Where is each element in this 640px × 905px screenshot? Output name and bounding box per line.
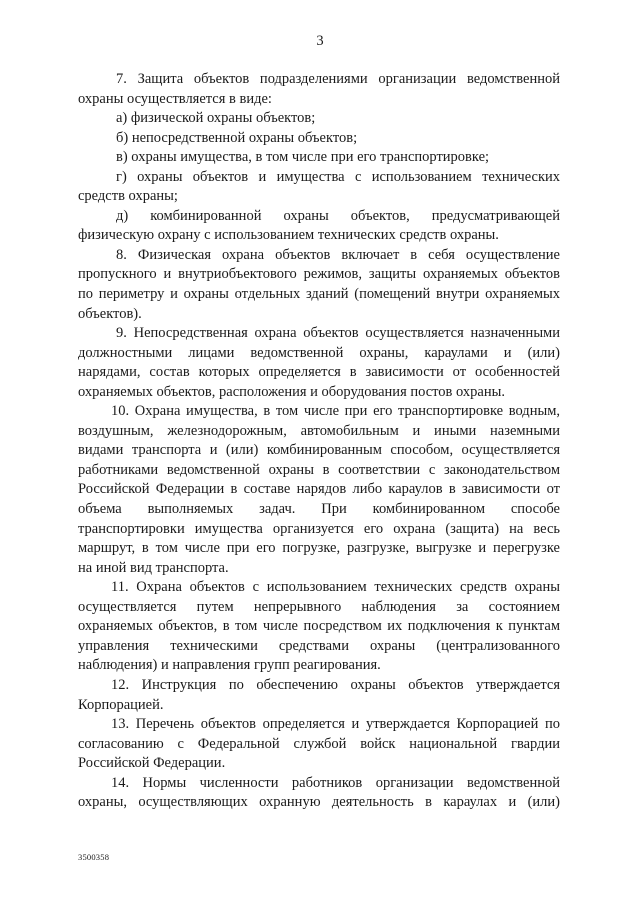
text-line: согласованию с Федеральной службой войск национальной гвардии: [78, 735, 560, 752]
text-line: на иной вид транспорта.: [78, 559, 229, 576]
text-line: средств охраны;: [78, 188, 178, 205]
text-line: а) физической охраны объектов;: [116, 110, 316, 127]
text-line: управления техническими средствами охраны (централизованного: [78, 637, 560, 654]
text-line: по периметру и охраны отдельных зданий (помещений внутри охраняемых: [78, 286, 560, 303]
text-line: Российской Федерации в составе нарядов либо караулов в зависимости от: [78, 481, 560, 498]
text-line: маршрут, в том числе при его погрузке, разгрузке, выгрузке и перегрузке: [78, 540, 560, 557]
text-line: 14. Нормы численности работников организации ведомственной: [111, 774, 560, 791]
text-line: 10. Охрана имущества, в том числе при его транспортировке водным,: [111, 403, 560, 420]
text-line: наблюдения) и направления групп реагирования.: [78, 657, 381, 674]
text-line: работниками ведомственной охраны в соответствии с законодательством: [78, 461, 560, 478]
page-number: 3: [316, 33, 324, 49]
text-line: 13. Перечень объектов определяется и утверждается Корпорацией по: [111, 716, 560, 733]
text-line: 7. Защита объектов подразделениями организации ведомственной: [116, 71, 560, 87]
text-line: д) комбинированной охраны объектов, предусматривающей: [116, 207, 560, 224]
text-line: г) охраны объектов и имущества с использованием технических: [116, 168, 560, 185]
text-line: нарядами, состав которых определяется в зависимости от особенностей: [78, 364, 560, 381]
text-line: воздушным, железнодорожным, автомобильным и иными наземными: [78, 422, 560, 439]
text-line: 12. Инструкция по обеспечению охраны объектов утверждается: [111, 676, 560, 693]
text-line: видами транспорта и (или) комбинированным способом, осуществляется: [78, 442, 560, 459]
text-line: охраняемых объектов, в том числе посредством их подключения к пунктам: [78, 618, 560, 635]
text-line: 11. Охрана объектов с использованием технических средств охраны: [111, 579, 560, 596]
text-line: Российской Федерации.: [78, 755, 226, 772]
text-line: Корпорацией.: [78, 696, 164, 713]
text-line: охраны, осуществляющих охранную деятельность в караулах и (или): [78, 794, 560, 811]
text-line: объема выполняемых задач. При комбинированном способе: [78, 501, 560, 518]
text-line: осуществляется путем непрерывного наблюдения за состоянием: [78, 598, 560, 615]
text-line: б) непосредственной охраны объектов;: [116, 129, 358, 146]
text-line: охраны осуществляется в виде:: [78, 90, 272, 107]
text-line: пропускного и внутриобъектового режимов, защиты охраняемых объектов: [78, 266, 560, 283]
text-line: транспортировки имущества организуется его охрана (защита) на весь: [78, 520, 560, 537]
document-body: [78, 70, 560, 813]
text-line: объектов).: [78, 305, 142, 322]
text-line: охраняемых объектов, расположения и оборудования постов охраны.: [78, 383, 505, 400]
text-line: в) охраны имущества, в том числе при его транспортировке;: [116, 149, 490, 166]
text-line: физическую охрану с использованием технических средств охраны.: [78, 227, 499, 244]
text-line: должностными лицами ведомственной охраны, караулами и (или): [78, 344, 560, 361]
text-line: 8. Физическая охрана объектов включает в себя осуществление: [116, 246, 560, 263]
text-line: 9. Непосредственная охрана объектов осуществляется назначенными: [116, 325, 560, 342]
document-code: 3500358: [78, 852, 110, 862]
